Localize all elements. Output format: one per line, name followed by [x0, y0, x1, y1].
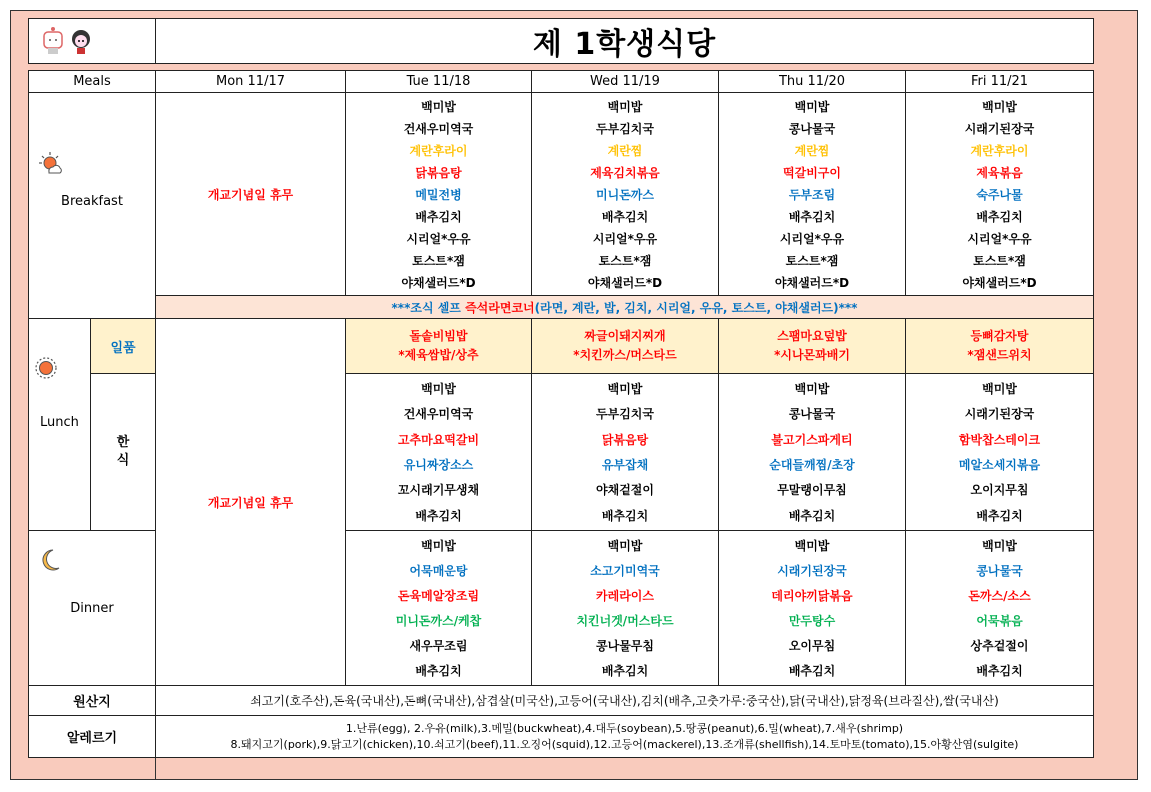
- menu-item: 계란찜: [607, 143, 643, 158]
- day-header: Thu 11/20: [718, 70, 906, 93]
- lunch-text: Lunch: [40, 415, 79, 430]
- special-item: 돌솥비빔밥: [409, 329, 468, 343]
- special-item: *잼샌드위치: [967, 348, 1032, 362]
- day-header: Mon 11/17: [155, 70, 346, 93]
- mascot-logo-icon: [39, 25, 99, 57]
- menu-item: 배추김치: [788, 209, 836, 224]
- hansik-menu: [905, 373, 1094, 531]
- ilpum-menu: [718, 318, 906, 374]
- ilpum-menu: [531, 318, 719, 374]
- menu-item: 토스트*잼: [598, 253, 652, 268]
- menu-item: 시래기된장국: [964, 121, 1035, 136]
- moon-icon: [41, 549, 61, 571]
- menu-item: 건새우미역국: [403, 407, 474, 422]
- menu-item: 숙주나물: [976, 187, 1023, 202]
- allergy-label: 알레르기: [28, 715, 156, 758]
- menu-item: 어묵볶음: [976, 614, 1023, 628]
- menu-item: 제육김치볶음: [590, 165, 660, 180]
- menu-item: 토스트*잼: [973, 253, 1026, 268]
- menu-item: 배추김치: [601, 664, 649, 678]
- menu-item: 백미밥: [607, 99, 643, 114]
- menu-item: 무말랭이무침: [777, 483, 847, 498]
- breakfast-menu: [718, 92, 906, 296]
- menu-item: 백미밥: [794, 539, 830, 553]
- menu-item: 배추김치: [788, 664, 836, 678]
- menu-item: 미니돈까스/케찹: [395, 614, 482, 628]
- sun-cloud-icon: [39, 151, 65, 177]
- menu-item: 새우무조림: [409, 639, 468, 653]
- menu-item: 배추김치: [601, 508, 649, 523]
- menu-item: 메알소세지볶음: [958, 458, 1041, 473]
- allergy-line-2: 8.돼지고기(pork),9.닭고기(chicken),10.쇠고기(beef),11.오징어(squid),12.고등어(mackerel),13.조개류(shellfish),14.토마토(tomato),15.아황산염(sulgite): [230, 737, 1019, 751]
- menu-item: 야채겉절이: [596, 483, 654, 498]
- menu-item: 시래기된장국: [777, 564, 847, 578]
- hansik-menu: [345, 373, 532, 531]
- menu-item: 닭볶음탕: [415, 165, 462, 180]
- menu-item: 카레라이스: [596, 589, 654, 603]
- menu-item: 미니돈까스: [596, 187, 654, 202]
- menu-item: 계란후라이: [970, 143, 1029, 158]
- divider: [155, 757, 156, 780]
- menu-item: 오이지무침: [970, 483, 1029, 498]
- lunch-label: [28, 318, 91, 531]
- special-item: *제육쌈밥/상추: [398, 348, 479, 362]
- origin-text: 쇠고기(호주산),돈육(국내산),돈뼈(국내산),삼겹살(미국산),고등어(국내산),김치(배추,고춧가루:중국산),닭(국내산),닭정육(브라질산),쌀(국내산): [155, 685, 1094, 716]
- menu-item: 시래기된장국: [964, 407, 1035, 422]
- menu-item: 제육볶음: [976, 165, 1023, 180]
- menu-item: 시리얼*우유: [592, 231, 658, 246]
- dinner-menu: [905, 530, 1094, 686]
- menu-item: 건새우미역국: [403, 121, 474, 136]
- ramen-post: (라면, 계란, 밥, 김치, 시리얼, 우유, 토스트, 야채샐러드)***: [534, 300, 858, 315]
- menu-item: 배추김치: [415, 209, 462, 224]
- dinner-label: [28, 530, 156, 686]
- menu-item: 시리얼*우유: [406, 231, 471, 246]
- logo: [28, 18, 156, 64]
- menu-item: 배추김치: [415, 508, 462, 523]
- menu-item: 유니짜장소스: [403, 458, 474, 473]
- day-header: Wed 11/19: [531, 70, 719, 93]
- menu-item: 야채샐러드*D: [962, 275, 1037, 290]
- menu-item: 어묵매운탕: [409, 564, 468, 578]
- hansik-menu: [531, 373, 719, 531]
- ilpum-label: 일품: [90, 318, 156, 374]
- special-item: 스팸마요덮밥: [777, 329, 847, 343]
- menu-item: 배추김치: [976, 508, 1023, 523]
- menu-item: 백미밥: [794, 382, 830, 397]
- dinner-menu: [718, 530, 906, 686]
- menu-item: 콩나물국: [976, 564, 1023, 578]
- menu-item: 소고기미역국: [590, 564, 660, 578]
- menu-item: 두부김치국: [596, 407, 654, 422]
- menu-item: 메밀전병: [415, 187, 462, 202]
- menu-item: 치킨너겟/머스타드: [576, 614, 674, 628]
- day-header: Fri 11/21: [905, 70, 1094, 93]
- menu-item: 백미밥: [421, 99, 456, 114]
- breakfast-text: Breakfast: [61, 194, 123, 209]
- ramen-highlight: 즉석라면코너: [465, 300, 535, 315]
- ilpum-menu: [345, 318, 532, 374]
- menu-item: 배추김치: [601, 209, 649, 224]
- menu-item: 콩나물국: [788, 407, 836, 422]
- allergy-line-1: 1.난류(egg), 2.우유(milk),3.메밀(buckwheat),4.대두(soybean),5.땅콩(peanut),6.밀(wheat),7.새우(shrimp): [345, 721, 904, 735]
- menu-item: 배추김치: [976, 209, 1023, 224]
- menu-item: 시리얼*우유: [967, 231, 1032, 246]
- breakfast-menu: [345, 92, 532, 296]
- menu-item: 데리야끼닭볶음: [771, 589, 853, 603]
- menu-item: 돈육메알장조림: [397, 589, 480, 603]
- menu-item: 시리얼*우유: [779, 231, 845, 246]
- menu-item: 유부잡채: [601, 458, 649, 473]
- special-item: 등뼈감자탕: [970, 329, 1029, 343]
- breakfast-menu: [531, 92, 719, 296]
- menu-item: 돈까스/소스: [968, 589, 1031, 603]
- menu-item: 백미밥: [607, 539, 643, 553]
- menu-item: 토스트*잼: [785, 253, 839, 268]
- meals-header: Meals: [28, 70, 156, 93]
- menu-item: 불고기스파게티: [771, 432, 853, 447]
- menu-item: 배추김치: [415, 664, 462, 678]
- hansik-menu: [718, 373, 906, 531]
- menu-item: 백미밥: [421, 382, 456, 397]
- menu-item: 백미밥: [982, 539, 1017, 553]
- page-title: 제 1학생식당: [155, 18, 1094, 64]
- menu-item: 백미밥: [794, 99, 830, 114]
- menu-item: 야채샐러드*D: [587, 275, 663, 290]
- menu-item: 토스트*잼: [412, 253, 465, 268]
- origin-label: 원산지: [28, 685, 156, 716]
- menu-item: 오이무침: [788, 639, 836, 653]
- menu-item: 순대들깨찜/초장: [769, 458, 855, 473]
- menu-item: 야채샐러드*D: [401, 275, 476, 290]
- menu-item: 백미밥: [982, 382, 1017, 397]
- menu-item: 백미밥: [982, 99, 1017, 114]
- menu-item: 백미밥: [607, 382, 643, 397]
- ramen-corner-notice: [155, 295, 1094, 319]
- menu-item: 떡갈비구이: [783, 165, 841, 180]
- menu-item: 만두탕수: [788, 614, 836, 628]
- sun-icon: [35, 357, 57, 379]
- menu-item: 콩나물국: [788, 121, 836, 136]
- holiday-breakfast: 개교기념일 휴무: [155, 92, 346, 296]
- breakfast-menu: [905, 92, 1094, 296]
- special-item: *치킨까스/머스타드: [573, 348, 677, 362]
- menu-item: 함박찹스테이크: [958, 432, 1041, 447]
- special-item: *시나몬꽈배기: [774, 348, 850, 362]
- menu-item: 계란후라이: [409, 143, 468, 158]
- ramen-pre: ***조식 셀프: [391, 300, 466, 315]
- dinner-menu: [531, 530, 719, 686]
- menu-item: 닭볶음탕: [601, 432, 649, 447]
- dinner-text: Dinner: [70, 600, 114, 616]
- menu-item: 콩나물무침: [596, 639, 654, 653]
- menu-item: 계란찜: [794, 143, 830, 158]
- holiday-lunch-dinner: 개교기념일 휴무: [155, 318, 346, 686]
- ilpum-menu: [905, 318, 1094, 374]
- dinner-menu: [345, 530, 532, 686]
- menu-item: 백미밥: [421, 539, 456, 553]
- menu-item: 배추김치: [788, 508, 836, 523]
- menu-item: 꼬시래기무생채: [397, 483, 480, 498]
- hansik-label: 한 식: [90, 373, 156, 531]
- menu-item: 야채샐러드*D: [774, 275, 850, 290]
- allergy-text: [155, 715, 1094, 758]
- menu-item: 배추김치: [976, 664, 1023, 678]
- breakfast-label: [28, 92, 156, 319]
- special-item: 짜글이돼지찌개: [584, 329, 666, 343]
- day-header: Tue 11/18: [345, 70, 532, 93]
- menu-item: 두부김치국: [596, 121, 654, 136]
- menu-item: 고추마요떡갈비: [397, 432, 480, 447]
- menu-item: 두부조림: [788, 187, 836, 202]
- menu-item: 상추겉절이: [970, 639, 1029, 653]
